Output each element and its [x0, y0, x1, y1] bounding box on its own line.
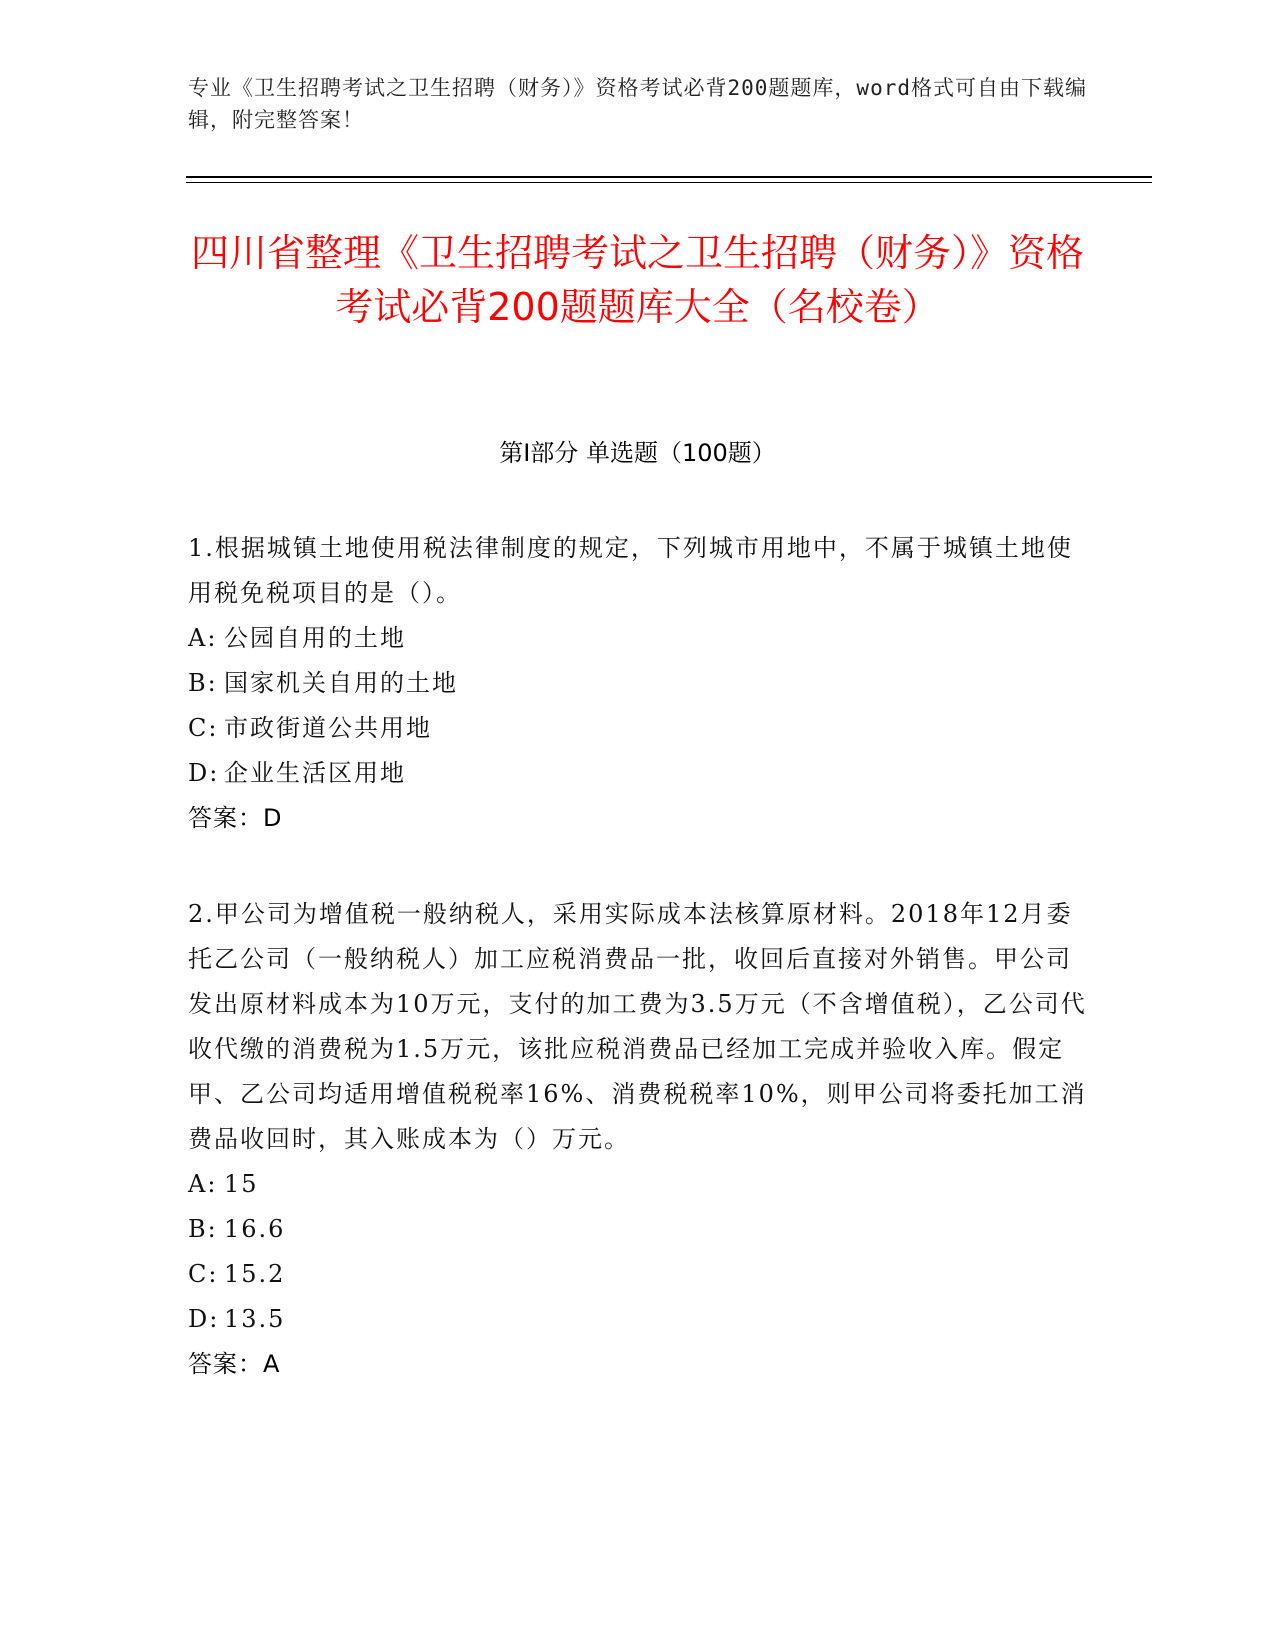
- option-d: [188, 1297, 1088, 1342]
- option-a: [188, 1162, 1088, 1207]
- option-letter: A:: [188, 1170, 218, 1198]
- option-letter: B:: [188, 1215, 218, 1243]
- option-text: 15.2: [224, 1260, 286, 1288]
- option-text: 13.5: [224, 1305, 286, 1333]
- question-stem: 2.甲公司为增值税一般纳税人，采用实际成本法核算原材料。2018年12月委托乙公司（一般纳税人）加工应税消费品一批，收回后直接对外销售。甲公司发出原材料成本为10万元，支付的加工费为3.5万元（不含增值税），乙公司代收代缴的消费税为1.5万元，该批应税消费品已经加工完成并验收入库。假定甲、乙公司均适用增值税税率16%、消费税税率10%，则甲公司将委托加工消费品收回时，其入账成本为（）万元。: [188, 900, 1087, 1153]
- answer: 答案：D: [188, 804, 283, 832]
- document-title: 四川省整理《卫生招聘考试之卫生招聘（财务）》资格考试必背200题题库大全（名校卷）: [190, 231, 1084, 329]
- option-a: [188, 616, 1088, 661]
- question-1: [188, 526, 1088, 841]
- answer: 答案：A: [188, 1350, 281, 1378]
- option-b: [188, 1207, 1088, 1252]
- option-letter: A:: [188, 624, 218, 652]
- option-text: 公园自用的土地: [224, 624, 406, 652]
- question-stem: 1.根据城镇土地使用税法律制度的规定，下列城市用地中，不属于城镇土地使用税免税项目的是（）。: [188, 534, 1073, 607]
- option-letter: D:: [188, 1305, 220, 1333]
- option-text: 企业生活区用地: [224, 759, 406, 787]
- question-2: [188, 892, 1088, 1387]
- option-letter: C:: [188, 714, 219, 742]
- option-text: 市政街道公共用地: [224, 714, 432, 742]
- option-letter: B:: [188, 669, 218, 697]
- header-divider: [186, 176, 1152, 178]
- option-letter: D:: [188, 759, 220, 787]
- option-d: [188, 751, 1088, 796]
- option-text: 15: [224, 1170, 259, 1198]
- header-note: 专业《卫生招聘考试之卫生招聘（财务）》资格考试必背200题题库，word格式可自由下载编辑，附完整答案！: [188, 76, 1087, 132]
- option-text: 国家机关自用的土地: [224, 669, 458, 697]
- option-letter: C:: [188, 1260, 219, 1288]
- option-b: [188, 661, 1088, 706]
- option-text: 16.6: [224, 1215, 286, 1243]
- option-c: [188, 706, 1088, 751]
- option-c: [188, 1252, 1088, 1297]
- header-divider-thin: [186, 182, 1152, 183]
- section-title: 第I部分 单选题（100题）: [499, 439, 776, 467]
